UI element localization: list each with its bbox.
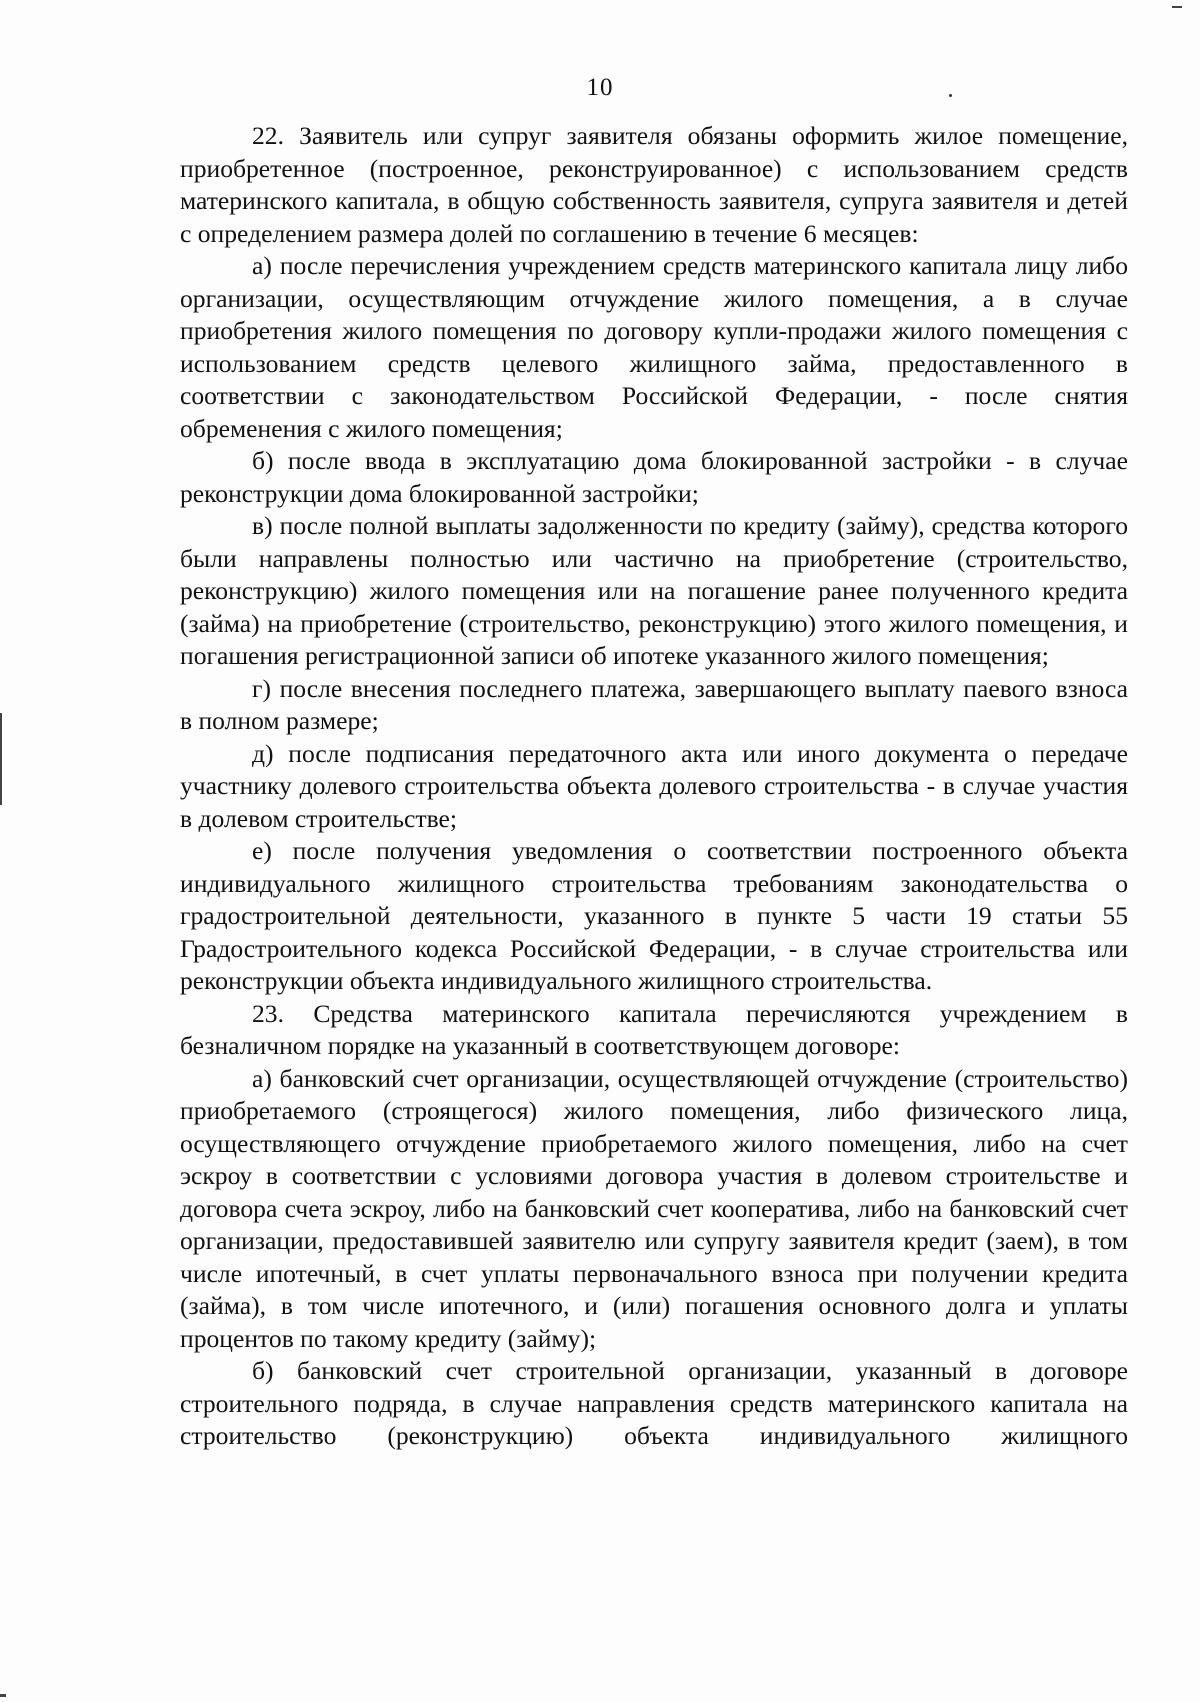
document-body — [180, 120, 1128, 1453]
scan-edge-mark — [0, 1694, 6, 1697]
paragraph-22-v: в) после полной выплаты задолженности по кредиту (займу), средства которого были направлены полностью или частично на приобретение (строительство, реконструкцию) жилого помещения или на погашение ранее полученного кредита (займа) на приобретение (строительство, реконструкцию) этого жилого помещения, и погашения регистрационной записи об ипотеке указанного жилого помещения; — [180, 511, 1128, 670]
scan-edge-mark — [0, 713, 2, 805]
paragraph-23: 23. Средства материнского капитала перечисляются учреждением в безналичном порядке на указанный в соответствующем договоре: — [180, 998, 1128, 1060]
paragraph-23-b: б) банковский счет строительной организации, указанный в договоре строительного подряда, в случае направления средств материнского капитала на строительство (реконструкцию) объекта индивидуального жилищного — [180, 1356, 1128, 1450]
scan-speck — [949, 94, 952, 97]
paragraph-22-g: г) после внесения последнего платежа, завершающего выплату паевого взноса в полном размере; — [180, 673, 1128, 735]
paragraph-22-d: д) после подписания передаточного акта или иного документа о передаче участнику долевого строительства объекта долевого строительства - в случае участия в долевом строительстве; — [180, 738, 1128, 833]
scan-edge-mark — [1172, 6, 1182, 8]
paragraph-22-e: е) после получения уведомления о соответствии построенного объекта индивидуального жилищного строительства требованиям законодательства о градостроительной деятельности, указанного в пункте 5 части 19 статьи 55 Градостроительного кодекса Российской Федерации, - в случае строительства или реконструкции объекта индивидуального жилищного строительства. — [180, 836, 1128, 995]
page-number: 10 — [586, 74, 614, 101]
paragraph-22-b: б) после ввода в эксплуатацию дома блокированной застройки - в случае реконструкции дома блокированной застройки; — [180, 446, 1128, 508]
paragraph-22: 22. Заявитель или супруг заявителя обязаны оформить жилое помещение, приобретенное (построенное, реконструированное) с использованием средств материнского капитала, в общую собственность заявителя, супруга заявителя и детей с определением размера долей по соглашению в течение 6 месяцев: — [180, 121, 1128, 248]
paragraph-23-a: а) банковский счет организации, осуществляющей отчуждение (строительство) приобретаемого (строящегося) жилого помещения, либо физического лица, осуществляющего отчуждение приобретаемого жилого помещения, либо на счет эскроу в соответствии с условиями договора участия в долевом строительстве и договора счета эскроу, либо на банковский счет кооператива, либо на банковский счет организации, предоставившей заявителю или супругу заявителя кредит (заем), в том числе ипотечный, в счет уплаты первоначального взноса при получении кредита (займа), в том числе ипотечного, и (или) погашения основного долга и уплаты процентов по такому кредиту (займу); — [180, 1063, 1128, 1353]
paragraph-22-a: а) после перечисления учреждением средств материнского капитала лицу либо организации, осуществляющим отчуждение жилого помещения, а в случае приобретения жилого помещения по договору купли-продажи жилого помещения с использованием средств целевого жилищного займа, предоставленного в соответствии с законодательством Российской Федерации, - после снятия обременения с жилого помещения; — [180, 251, 1128, 443]
